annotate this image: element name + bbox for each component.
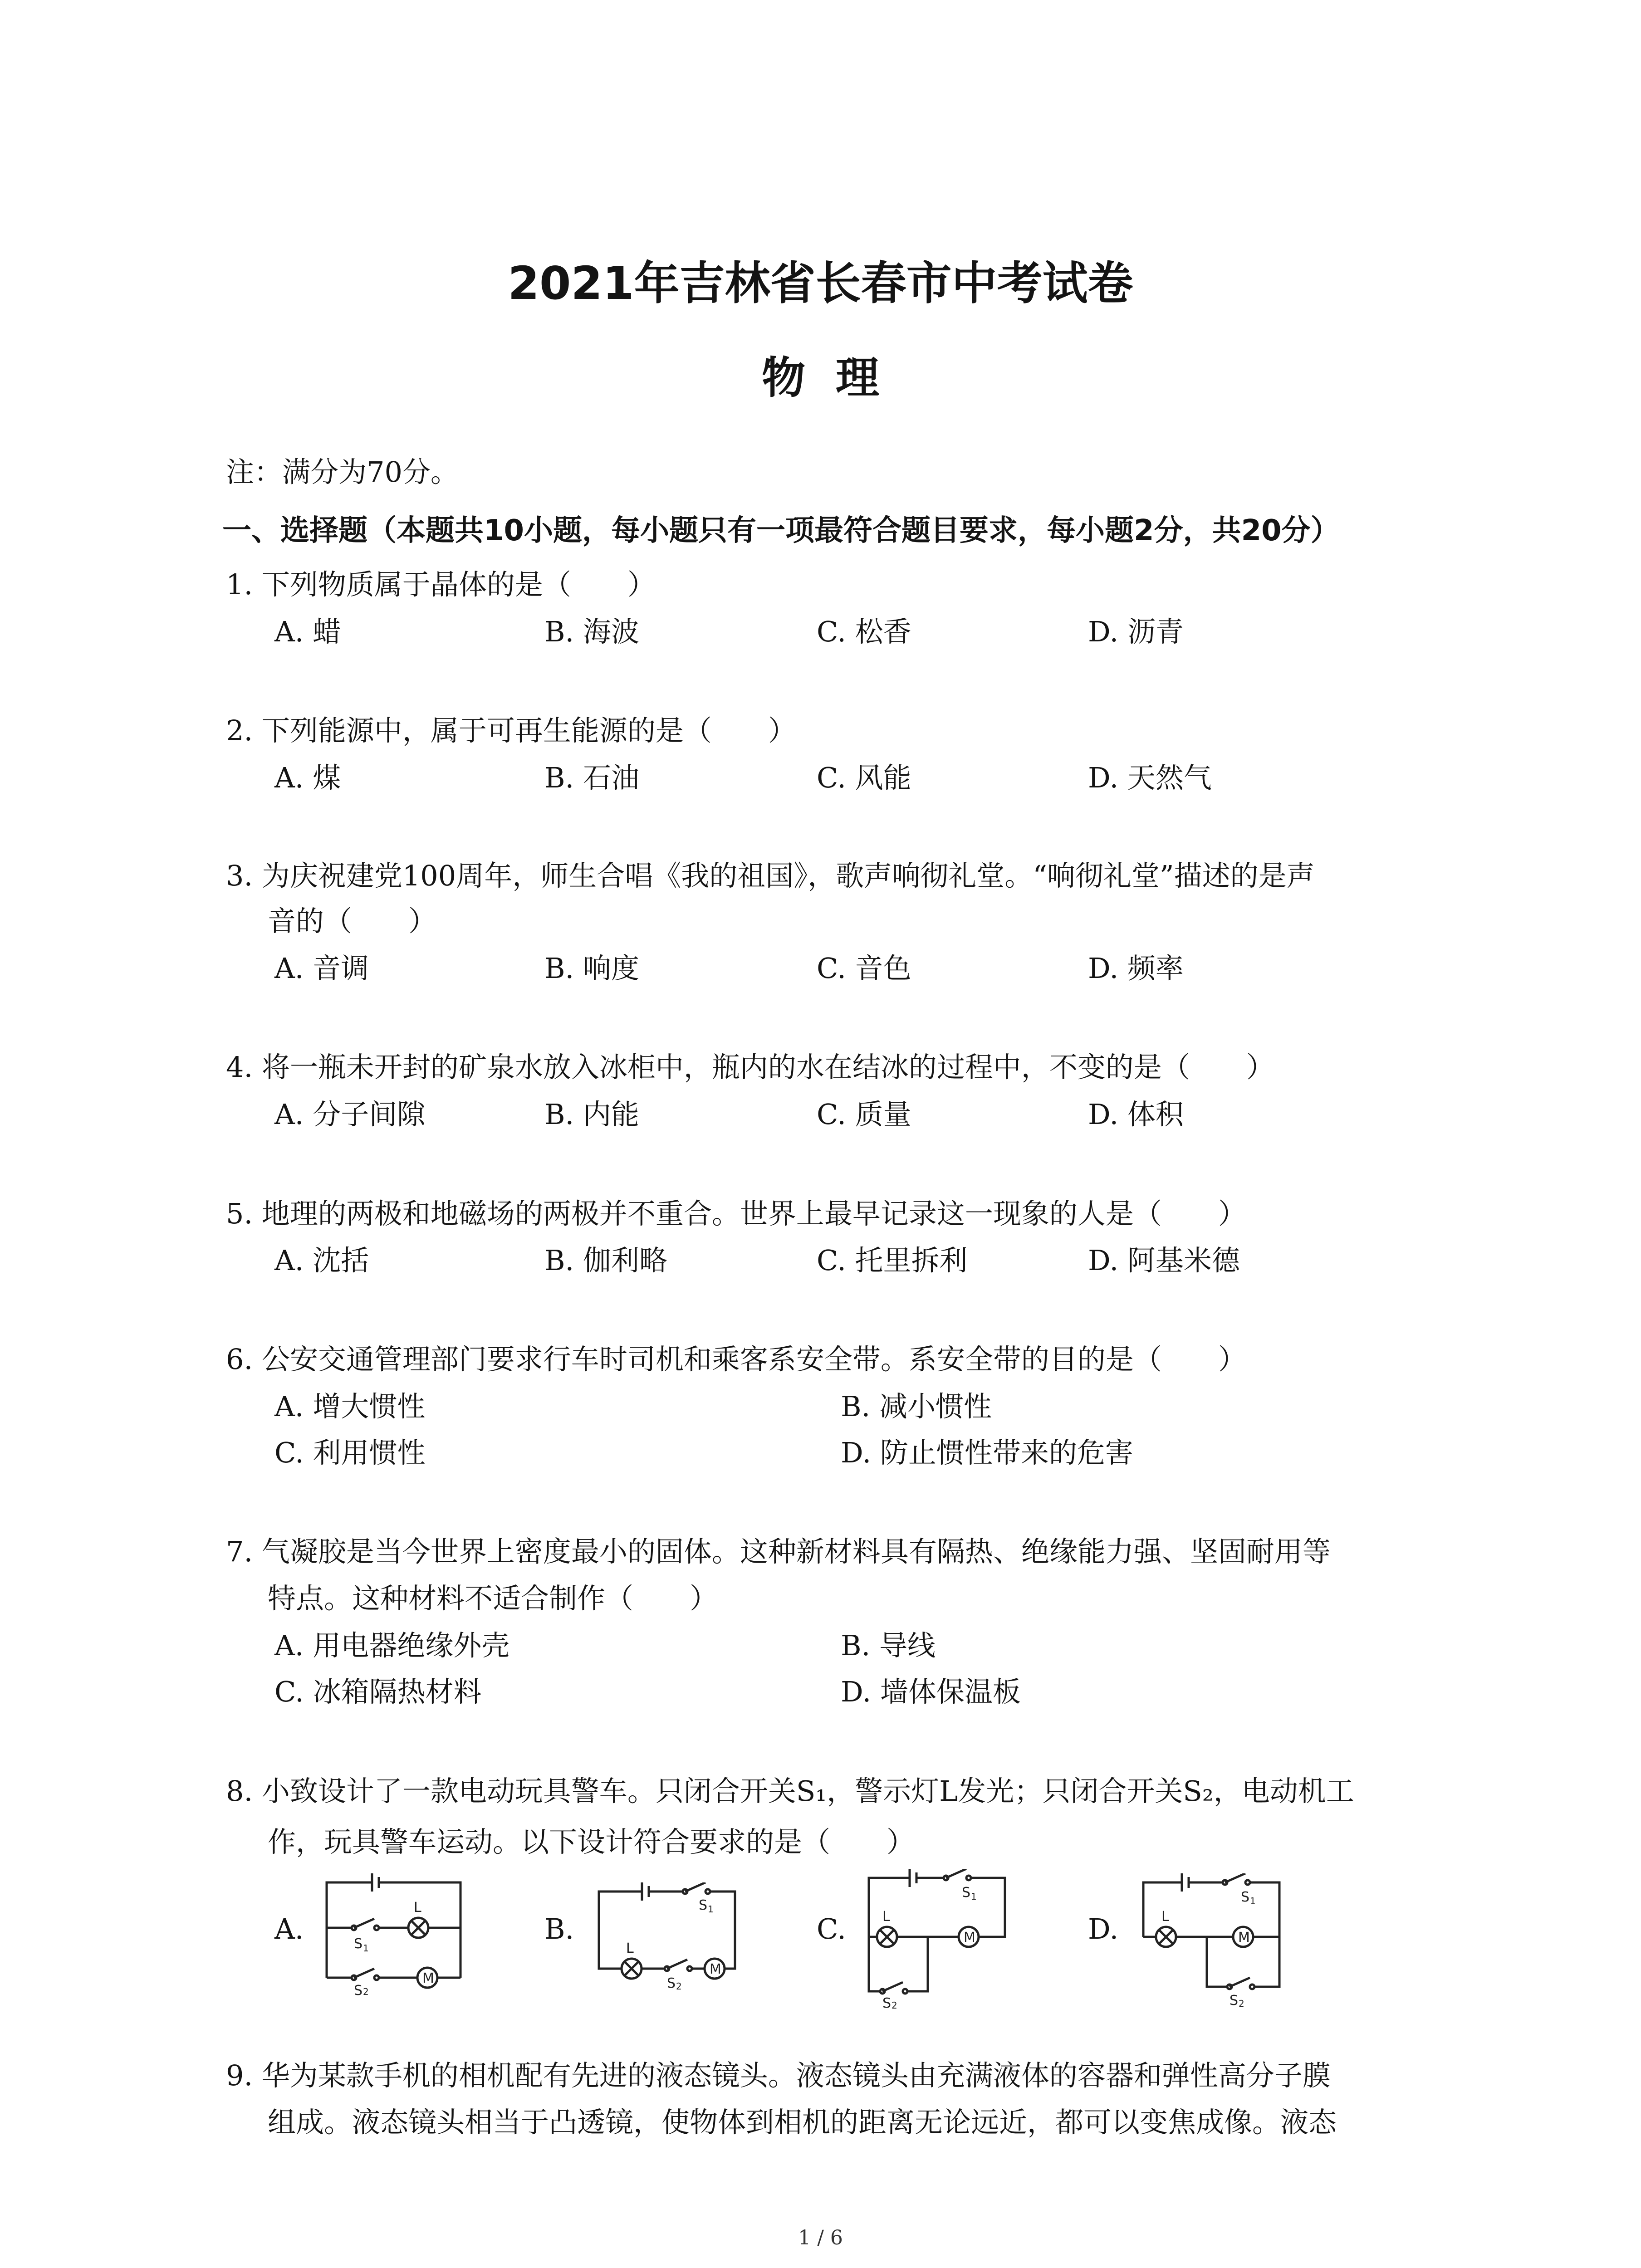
switch-s1-lever bbox=[946, 1869, 966, 1878]
question-5-option-a: A. 沈括 bbox=[274, 1244, 369, 1277]
circuit-b-wire-right bbox=[710, 1892, 735, 1969]
switch-s2-label: S bbox=[354, 1983, 363, 1996]
question-6-stem: 6. 公安交通管理部门要求行车时司机和乘客系安全带。系安全带的目的是（ ） bbox=[226, 1343, 1246, 1376]
question-2-stem: 2. 下列能源中，属于可再生能源的是（ ） bbox=[226, 714, 796, 747]
switch-s2-lever bbox=[1230, 1978, 1250, 1987]
question-4-option-b: B. 内能 bbox=[544, 1098, 639, 1131]
circuit-diagram-b bbox=[590, 1882, 744, 1991]
switch-contact bbox=[966, 1876, 971, 1880]
switch-contact bbox=[705, 1889, 710, 1894]
section-heading: 一、选择题（本题共10小题，每小题只有一项最符合题目要求，每小题2分，共20分） bbox=[222, 514, 1340, 547]
question-3-stem-line1: 3. 为庆祝建党100周年，师生合唱《我的祖国》，歌声响彻礼堂。“响彻礼堂”描述的是声 bbox=[226, 859, 1315, 892]
circuit-diagram-a bbox=[318, 1873, 472, 1996]
circuit-b-wire-left bbox=[599, 1892, 642, 1969]
question-7-option-b: B. 导线 bbox=[841, 1629, 936, 1662]
question-7-option-d: D. 墙体保温板 bbox=[841, 1675, 1021, 1708]
question-7-stem-line1: 7. 气凝胶是当今世界上密度最小的固体。这种新材料具有隔热、绝缘能力强、坚固耐用等 bbox=[226, 1535, 1331, 1568]
question-1-option-a: A. 蜡 bbox=[274, 615, 341, 648]
switch-s1-subscript: 1 bbox=[708, 1904, 714, 1915]
question-7-option-c: C. 冰箱隔热材料 bbox=[274, 1675, 482, 1708]
switch-contact bbox=[687, 1966, 692, 1971]
question-1-option-b: B. 海波 bbox=[544, 615, 639, 648]
question-8-option-d: D. bbox=[1088, 1912, 1119, 1945]
switch-s1-lever bbox=[685, 1882, 705, 1892]
question-8-stem-line1: 8. 小致设计了一款电动玩具警车。只闭合开关S₁，警示灯L发光；只闭合开关S₂，电动机工 bbox=[226, 1774, 1354, 1808]
lamp-label: L bbox=[626, 1941, 634, 1956]
question-3-option-c: C. 音色 bbox=[817, 952, 911, 985]
circuit-a-wire-top-left bbox=[327, 1882, 372, 1928]
question-4-option-a: A. 分子间隙 bbox=[274, 1098, 426, 1131]
circuit-c-wire-bottom-right bbox=[907, 1937, 928, 1991]
switch-s1-subscript: 1 bbox=[363, 1943, 369, 1954]
question-4-option-d: D. 体积 bbox=[1088, 1098, 1184, 1131]
question-1-option-d: D. 沥青 bbox=[1088, 615, 1184, 648]
question-1-stem: 1. 下列物质属于晶体的是（ ） bbox=[226, 568, 656, 601]
question-1-option-c: C. 松香 bbox=[817, 615, 911, 648]
question-3-option-d: D. 频率 bbox=[1088, 952, 1184, 985]
switch-s1-label: S bbox=[699, 1897, 708, 1913]
switch-s2-subscript: 2 bbox=[892, 2000, 897, 2009]
circuit-d-wire-bottom-left bbox=[1207, 1937, 1227, 1987]
circuit-d-wire-bottom-right bbox=[1254, 1937, 1279, 1987]
switch-s1-subscript: 1 bbox=[971, 1891, 977, 1902]
question-5-option-b: B. 伽利略 bbox=[544, 1244, 667, 1277]
switch-s2-label: S bbox=[882, 1995, 892, 2009]
switch-s1-subscript: 1 bbox=[1250, 1896, 1256, 1906]
page-number: 1 / 6 bbox=[798, 2226, 843, 2249]
question-6-option-a: A. 增大惯性 bbox=[274, 1390, 426, 1423]
switch-contact bbox=[903, 1989, 907, 1994]
motor-label: M bbox=[964, 1930, 975, 1945]
switch-contact bbox=[374, 1926, 379, 1930]
question-8-option-a: A. bbox=[274, 1912, 304, 1945]
question-4-stem: 4. 将一瓶未开封的矿泉水放入冰柜中，瓶内的水在结冰的过程中，不变的是（ ） bbox=[226, 1051, 1274, 1084]
question-6-option-d: D. 防止惯性带来的危害 bbox=[841, 1436, 1133, 1469]
switch-s2-subscript: 2 bbox=[676, 1981, 682, 1991]
switch-s2-lever bbox=[882, 1982, 903, 1991]
switch-s1-label: S bbox=[962, 1885, 971, 1901]
question-2-option-c: C. 风能 bbox=[817, 761, 911, 794]
question-7-option-a: A. 用电器绝缘外壳 bbox=[274, 1629, 510, 1662]
subject-title: 物 理 bbox=[762, 352, 879, 403]
question-2-option-b: B. 石油 bbox=[544, 761, 639, 794]
switch-s1-label: S bbox=[354, 1936, 363, 1952]
switch-s2-lever bbox=[667, 1960, 687, 1969]
question-3-option-a: A. 音调 bbox=[274, 952, 369, 985]
question-7-stem-line2: 特点。这种材料不适合制作（ ） bbox=[268, 1582, 718, 1615]
switch-contact bbox=[1250, 1984, 1254, 1989]
switch-s2-subscript: 2 bbox=[363, 1986, 369, 1996]
switch-s1-lever bbox=[354, 1919, 374, 1928]
question-6-option-c: C. 利用惯性 bbox=[274, 1436, 426, 1469]
question-2-option-d: D. 天然气 bbox=[1088, 761, 1212, 794]
switch-s2-label: S bbox=[667, 1975, 676, 1991]
circuit-diagram-d bbox=[1134, 1873, 1288, 2009]
circuit-d-wire-top-right bbox=[1250, 1882, 1279, 1937]
question-3-stem-line2: 音的（ ） bbox=[268, 904, 437, 938]
question-4-option-c: C. 质量 bbox=[817, 1098, 911, 1131]
lamp-label: L bbox=[1161, 1909, 1169, 1925]
motor-label: M bbox=[422, 1970, 434, 1986]
question-5-option-c: C. 托里拆利 bbox=[817, 1244, 968, 1277]
motor-label: M bbox=[1238, 1930, 1250, 1945]
switch-contact bbox=[374, 1975, 379, 1980]
lamp-label: L bbox=[414, 1900, 421, 1916]
switch-s1-label: S bbox=[1241, 1889, 1250, 1905]
circuit-c-wire-top-right bbox=[971, 1878, 1005, 1937]
switch-contact bbox=[1245, 1880, 1250, 1885]
switch-s2-label: S bbox=[1230, 1993, 1239, 2009]
switch-s1-lever bbox=[1225, 1873, 1245, 1882]
question-3-option-b: B. 响度 bbox=[544, 952, 639, 985]
question-5-option-d: D. 阿基米德 bbox=[1088, 1244, 1240, 1277]
question-2-option-a: A. 煤 bbox=[274, 761, 341, 794]
score-note: 注：满分为70分。 bbox=[226, 455, 459, 489]
question-5-stem: 5. 地理的两极和地磁场的两极并不重合。世界上最早记录这一现象的人是（ ） bbox=[226, 1197, 1246, 1230]
circuit-c-wire-bottom-left bbox=[869, 1937, 880, 1991]
circuit-diagram-c bbox=[860, 1869, 1014, 2009]
switch-s2-lever bbox=[354, 1969, 374, 1978]
question-8-stem-line2: 作，玩具警车运动。以下设计符合要求的是（ ） bbox=[268, 1825, 915, 1858]
question-6-option-b: B. 减小惯性 bbox=[841, 1390, 992, 1423]
switch-s2-subscript: 2 bbox=[1239, 1998, 1244, 2009]
question-9-stem-line2: 组成。液态镜头相当于凸透镜，使物体到相机的距离无论远近，都可以变焦成像。液态 bbox=[268, 2106, 1337, 2139]
question-8-option-b: B. bbox=[544, 1912, 574, 1945]
motor-label: M bbox=[710, 1961, 721, 1977]
exam-title: 2021年吉林省长春市中考试卷 bbox=[508, 257, 1133, 310]
question-8-option-c: C. bbox=[817, 1912, 846, 1945]
question-9-stem-line1: 9. 华为某款手机的相机配有先进的液态镜头。液态镜头由充满液体的容器和弹性高分子膜 bbox=[226, 2059, 1331, 2092]
lamp-label: L bbox=[882, 1909, 890, 1925]
